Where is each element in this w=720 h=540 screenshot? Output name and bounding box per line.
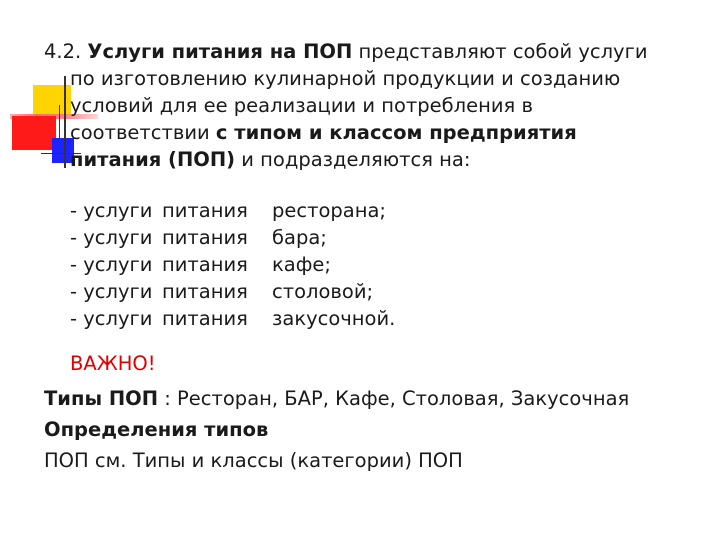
list-item-word: питания (162, 307, 248, 330)
list-item-word: питания (162, 226, 248, 249)
paragraph-line-3: условий для ее реализации и потребления в (70, 94, 533, 117)
list-item-prefix: - услуги (70, 226, 153, 249)
list-item-target: столовой; (272, 280, 374, 303)
paragraph-line-4 (44, 119, 712, 146)
types-label: Типы ПОП (44, 387, 159, 410)
types-line (44, 383, 629, 414)
list-item (70, 305, 395, 332)
definitions-heading (44, 414, 629, 445)
intro-paragraph (44, 38, 712, 173)
list-item-word: питания (162, 280, 248, 303)
list-item (70, 278, 395, 305)
list-item-target: бара; (272, 226, 327, 249)
list-item (70, 224, 395, 251)
list-item-prefix: - услуги (70, 280, 153, 303)
list-item-word: питания (162, 253, 248, 276)
types-list: : Ресторан, БАР, Кафе, Столовая, Закусочная (158, 387, 630, 410)
paragraph-text: соответствии (70, 121, 216, 144)
definitions-label: Определения типов (44, 418, 269, 441)
list-item (70, 251, 395, 278)
paragraph-text: представляют собой услуги (352, 40, 648, 63)
list-item (70, 197, 395, 224)
paragraph-line-1 (44, 38, 712, 65)
section-number: 4.2. (44, 40, 82, 63)
summary-block (44, 383, 629, 476)
list-item-prefix: - услуги (70, 199, 153, 222)
see-also-text: ПОП см. Типы и классы (категории) ПОП (44, 449, 463, 472)
paragraph-text: и подразделяются на: (235, 148, 471, 171)
important-note: ВАЖНО! (70, 352, 156, 375)
list-item-target: кафе; (272, 253, 331, 276)
list-item-prefix: - услуги (70, 253, 153, 276)
list-item-target: ресторана; (272, 199, 386, 222)
services-list (70, 197, 395, 332)
paragraph-line-2: по изготовлению кулинарной продукции и созданию (70, 67, 621, 90)
section-heading: Услуги питания на ПОП (87, 40, 353, 63)
emphasis-text: с типом и классом предприятия (215, 121, 577, 144)
emphasis-text: питания (ПОП) (70, 148, 236, 171)
list-item-prefix: - услуги (70, 307, 153, 330)
list-item-target: закусочной. (272, 307, 396, 330)
paragraph-line-5 (44, 146, 712, 173)
list-item-word: питания (162, 199, 248, 222)
